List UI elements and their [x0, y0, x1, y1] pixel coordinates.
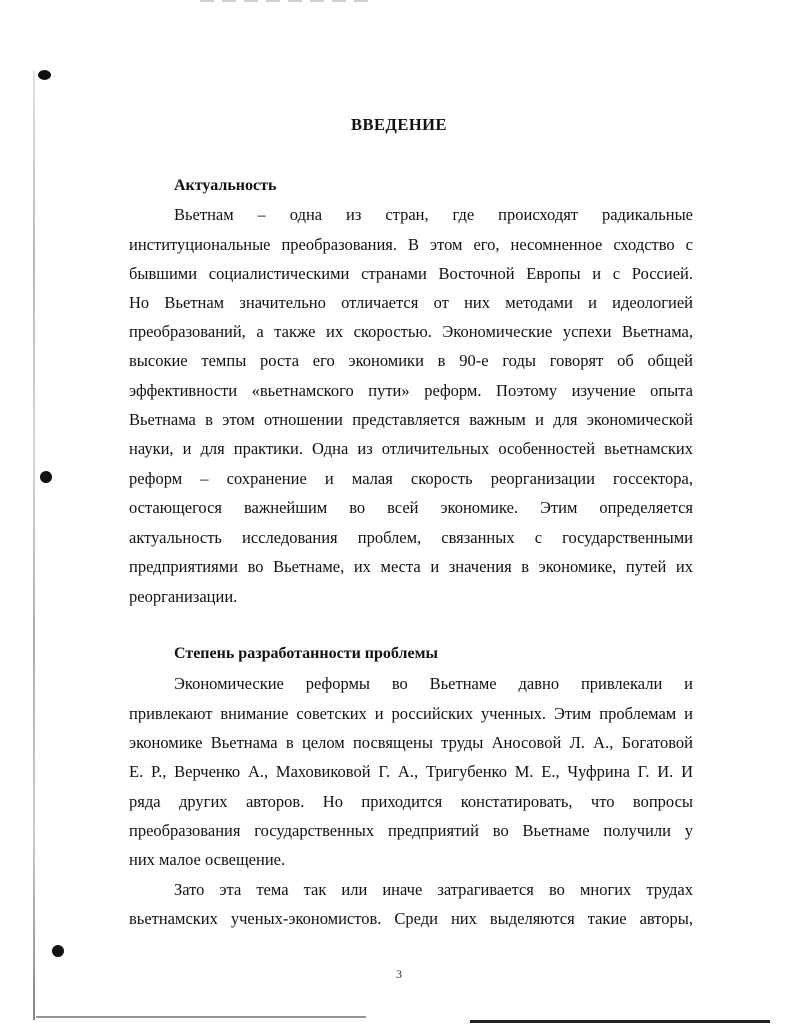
paragraph-line: предприятиями во Вьетнаме, их места и значения в экономике, путей их: [129, 557, 693, 576]
punch-hole-mark: [52, 945, 64, 957]
paragraph-line: остающегося важнейшим во всей экономике. Этим определяется: [129, 498, 693, 517]
punch-hole-mark: [40, 471, 52, 483]
paragraph-line: актуальность исследования проблем, связанных с государственными: [129, 528, 693, 547]
scan-artifact-bottom-left: [36, 1016, 366, 1018]
paragraph-line: бывшими социалистическими странами Восточной Европы и с Россией.: [129, 264, 693, 283]
page-number: 3: [396, 967, 402, 981]
paragraph-line: науки, и для практики. Одна из отличительных особенностей вьетнамских: [129, 439, 693, 458]
paragraph-line: реорганизации.: [129, 587, 238, 606]
section-title-problem-study: Степень разработанности проблемы: [174, 645, 438, 662]
paragraph-line: привлекают внимание советских и российских ученных. Этим проблемам и: [129, 704, 693, 723]
paragraph-line: эффективности «вьетнамского пути» реформ. Поэтому изучение опыта: [129, 381, 693, 400]
paragraph-line: вьетнамских ученых-экономистов. Среди них выделяются такие авторы,: [129, 909, 693, 928]
scan-artifact-left-edge: [33, 70, 35, 1020]
paragraph-line: ряда других авторов. Но приходится констатировать, что вопросы: [129, 792, 693, 811]
paragraph-line: преобразований, а также их скоростью. Экономические успехи Вьетнама,: [129, 322, 693, 341]
paragraph-line: Вьетнама в этом отношении представляется важным и для экономической: [129, 410, 693, 429]
page-heading: ВВЕДЕНИЕ: [350, 115, 448, 134]
scan-artifact-top: [200, 0, 370, 2]
paragraph-line: Но Вьетнам значительно отличается от них методами и идеологией: [129, 293, 693, 312]
paragraph-line: экономике Вьетнама в целом посвящены труды Аносовой Л. А., Богатовой: [129, 733, 693, 752]
section-title-relevance: Актуальность: [174, 177, 277, 194]
paragraph-line: Экономические реформы во Вьетнаме давно привлекали и: [174, 674, 693, 693]
paragraph-line: преобразования государственных предприятий во Вьетнаме получили у: [129, 821, 693, 840]
paragraph-line: институциональные преобразования. В этом его, несомненное сходство с: [129, 235, 693, 254]
paragraph-line: Е. Р., Верченко А., Маховиковой Г. А., Тригубенко М. Е., Чуфрина Г. И. И: [129, 762, 693, 781]
paragraph-line: высокие темпы роста его экономики в 90-е годы говорят об общей: [129, 351, 693, 370]
punch-hole-mark: [38, 70, 51, 80]
paragraph-line: Вьетнам – одна из стран, где происходят радикальные: [174, 205, 693, 224]
paragraph-line: реформ – сохранение и малая скорость реорганизации госсектора,: [129, 469, 693, 488]
scan-artifact-bottom-right: [470, 1020, 770, 1023]
paragraph-line: Зато эта тема так или иначе затрагивается во многих трудах: [174, 880, 693, 899]
paragraph-line: них малое освещение.: [129, 850, 286, 869]
